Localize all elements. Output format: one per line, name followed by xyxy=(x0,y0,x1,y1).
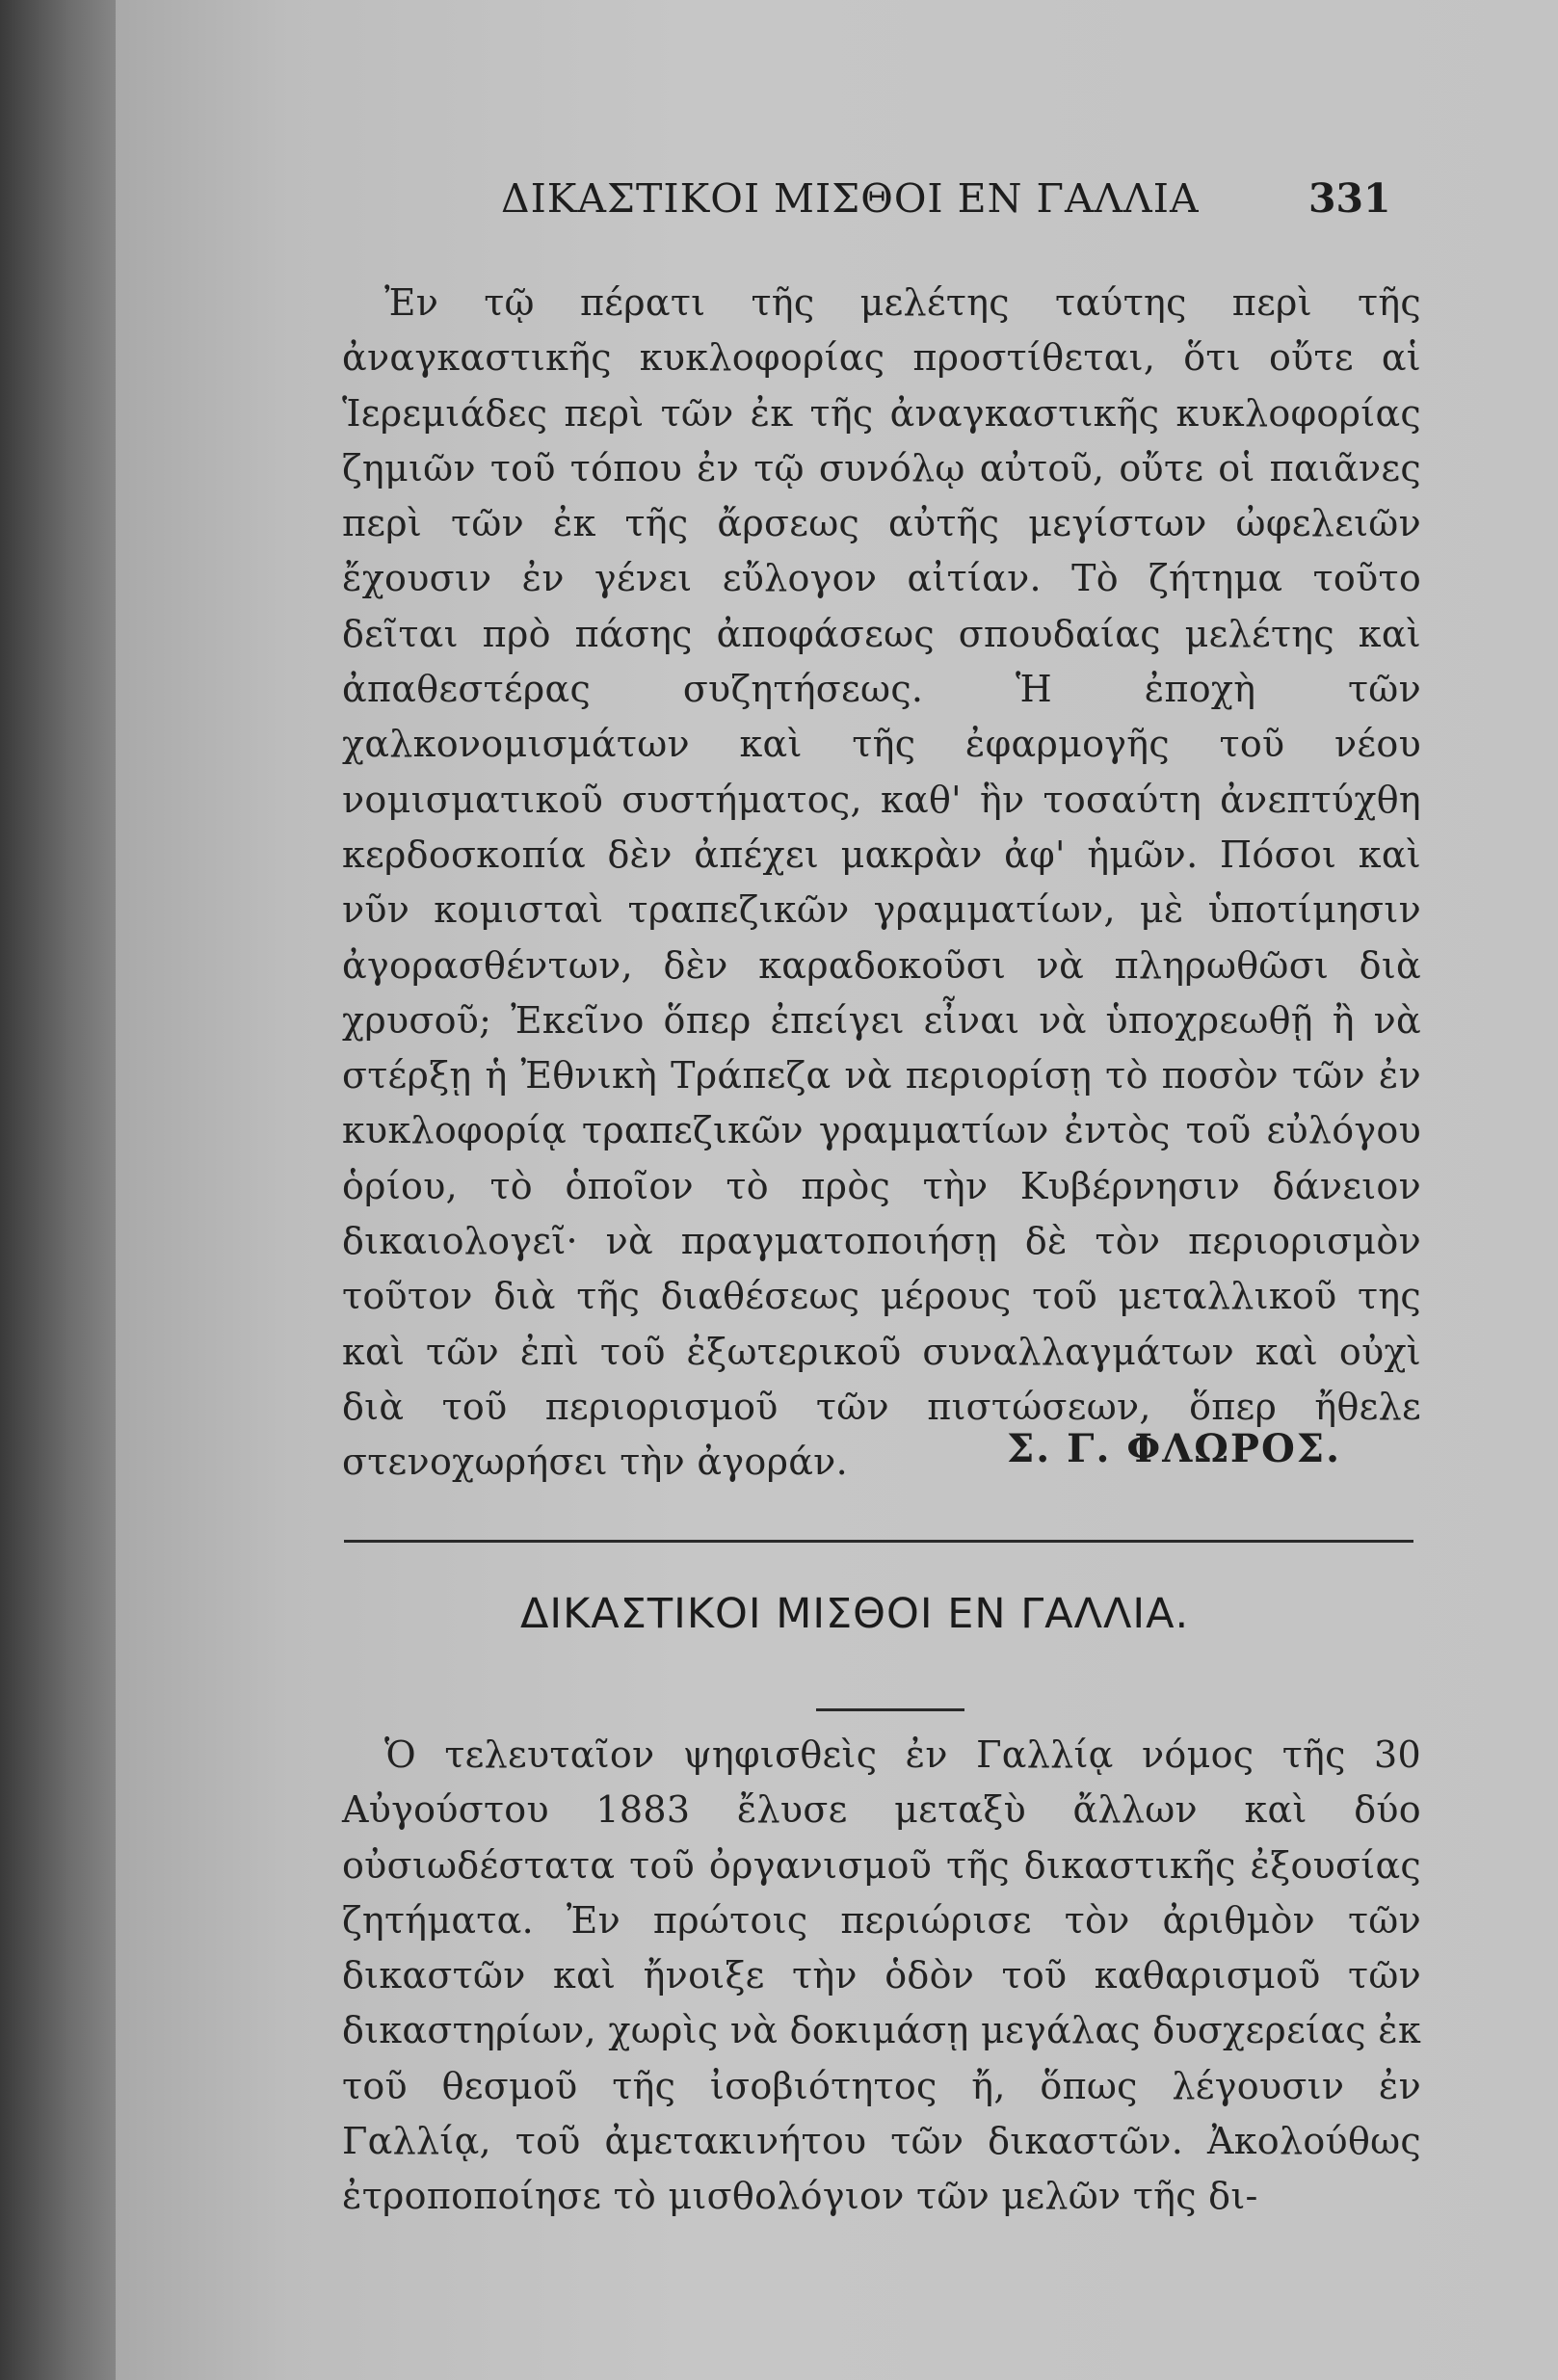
section-title: ΔΙΚΑΣΤΙΚΟΙ ΜΙΣΘΟΙ ΕΝ ΓΑΛΛΙΑ. xyxy=(520,1590,1190,1638)
closing-paragraph: Ἐν τῷ πέρατι τῆς μελέτης ταύτης περὶ τῆς ἀναγκαστικῆς κυκλοφορίας προστίθεται, ὅτι οὔτε αἱ Ἱερεμιάδες περὶ τῶν ἐκ τῆς ἀναγκαστικῆς κυκλοφορίας ζημιῶν τοῦ τόπου ἐν τῷ συνόλῳ αὐτοῦ, οὔτε οἱ παιᾶνες περὶ τῶν ἐκ τῆς ἄρσεως αὐτῆς μεγίστων ὠφελειῶν ἔχουσιν ἐν γένει εὔλογον αἰτίαν. Τὸ ζήτημα τοῦτο δεῖται πρὸ πάσης ἀποφάσεως σπουδαίας μελέτης καὶ ἀπαθεστέρας συζητήσεως. Ἡ ἐποχὴ τῶν χαλκονομισμάτων καὶ τῆς ἐφαρμογῆς τοῦ νέου νομισματικοῦ συστήματος, καθ' ἣν τοσαύτη ἀνεπτύχθη κερδοσκοπία δὲν ἀπέχει μακρὰν ἀφ' ἡμῶν. Πόσοι καὶ νῦν κομισταὶ τραπεζικῶν γραμματίων, μὲ ὑποτίμησιν ἀγορασθέντων, δὲν καραδοκοῦσι νὰ πληρωθῶσι διὰ χρυσοῦ; Ἐκεῖνο ὅπερ ἐπείγει εἶναι νὰ ὑποχρεωθῇ ἢ νὰ στέρξῃ ἡ Ἐθνικὴ Τράπεζα νὰ περιορίσῃ τὸ ποσὸν τῶν ἐν κυκλοφορίᾳ τραπεζικῶν γραμματίων ἐντὸς τοῦ εὐλόγου ὁρίου, τὸ ὁποῖον τὸ πρὸς τὴν Κυβέρνησιν δάνειον δικαιολογεῖ· νὰ πραγματοποιήσῃ δὲ τὸν περιορισμὸν τοῦτον διὰ τῆς διαθέσεως μέρους τοῦ μεταλλικοῦ της καὶ τῶν ἐπὶ τοῦ ἐξωτερικοῦ συναλλαγμάτων καὶ οὐχὶ διὰ τοῦ περιορισμοῦ τῶν πιστώσεων, ὅπερ ἤθελε στενοχωρήσει τὴν ἀγοράν. xyxy=(342,281,1421,1484)
running-title: ΔΙΚΑΣΤΙΚΟΙ ΜΙΣΘΟΙ ΕΝ ΓΑΛΛΙΑ xyxy=(501,175,1200,222)
section-divider xyxy=(344,1540,1413,1543)
opening-paragraph: Ὁ τελευταῖον ψηφισθεὶς ἐν Γαλλίᾳ νόμος τῆς 30 Αὐγούστου 1883 ἔλυσε μεταξὺ ἄλλων καὶ δύο οὐσιωδέστατα τοῦ ὀργανισμοῦ τῆς δικαστικῆς ἐξουσίας ζητήματα. Ἐν πρώτοις περιώρισε τὸν ἀριθμὸν τῶν δικαστῶν καὶ ἤνοιξε τὴν ὁδὸν τοῦ καθαρισμοῦ τῶν δικαστηρίων, χωρὶς νὰ δοκιμάσῃ μεγάλας δυσχερείας ἐκ τοῦ θεσμοῦ τῆς ἰσοβιότητος ἤ, ὅπως λέγουσιν ἐν Γαλλίᾳ, τοῦ ἀμετακινήτου τῶν δικαστῶν. Ἀκολούθως ἐτροποποίησε τὸ μισθολόγιον τῶν μελῶν τῆς δι- xyxy=(342,1733,1421,2218)
binding-shadow xyxy=(0,0,125,2380)
title-underline xyxy=(816,1708,964,1711)
running-head xyxy=(385,175,1445,233)
page-number: 331 xyxy=(1308,175,1391,222)
author-signature: Σ. Γ. ΦΛΩΡΟΣ. xyxy=(1007,1426,1341,1471)
